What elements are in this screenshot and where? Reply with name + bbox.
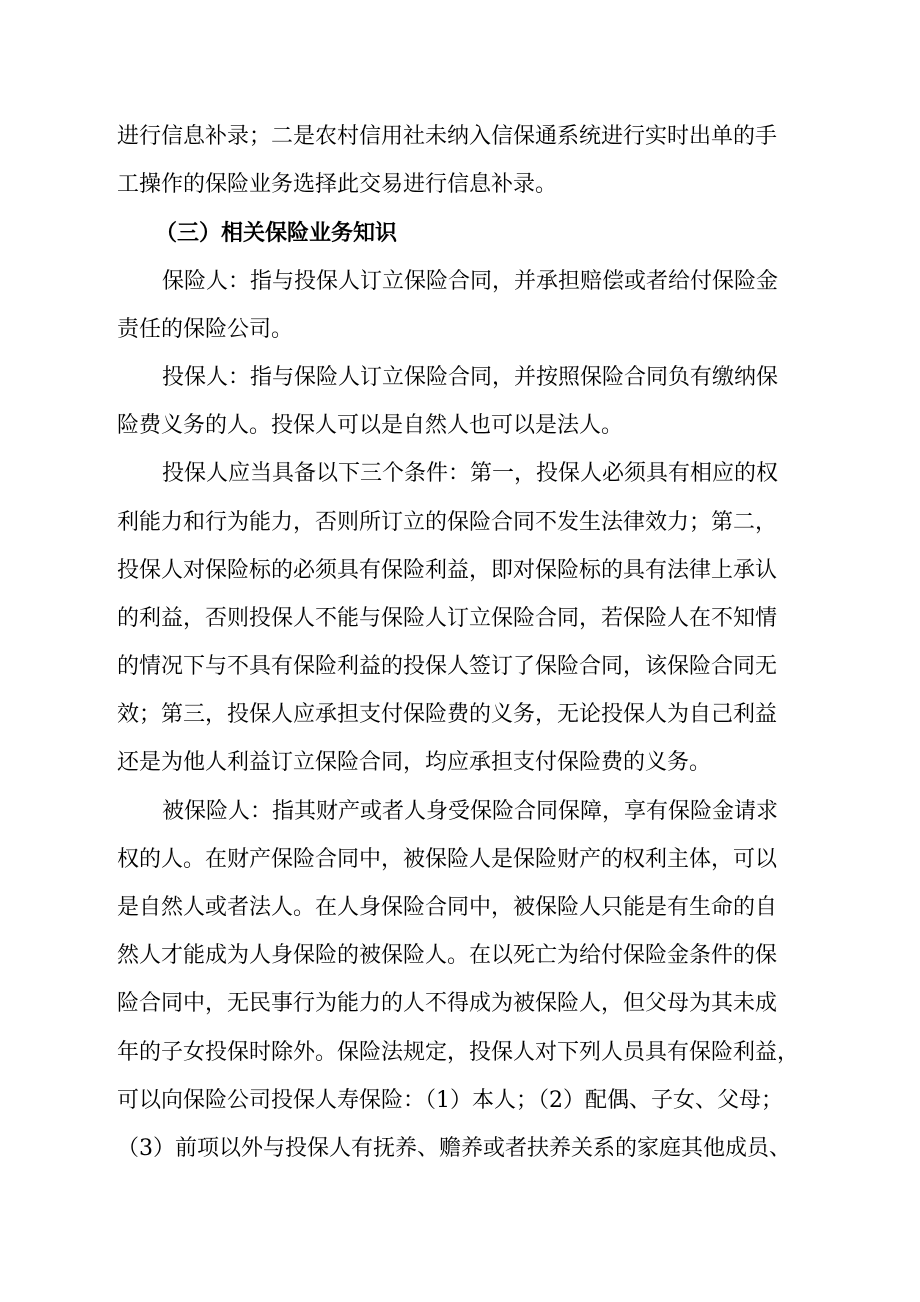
paragraph-text: 效；第三，投保人应承担支付保险费的义务，无论投保人为自己利益 bbox=[117, 702, 778, 728]
text-line-20 bbox=[0, 1029, 920, 1077]
paragraph-text: 投保人应当具备以下三个条件：第一，投保人必须具有相应的权 bbox=[162, 461, 779, 487]
paragraph-text: 权的人。在财产保险合同中，被保险人是保险财产的权利主体，可以 bbox=[117, 846, 778, 872]
paragraph-text: 年的子女投保时除外。保险法规定，投保人对下列人员具有保险利益， bbox=[117, 1039, 800, 1065]
paragraph-text: （3）前项以外与投保人有抚养、赡养或者扶养关系的家庭其他成员、 bbox=[117, 1135, 791, 1161]
text-line-4 bbox=[0, 258, 920, 306]
paragraph-text: 的情况下与不具有保险利益的投保人签订了保险合同，该保险合同无 bbox=[117, 654, 778, 680]
text-line-19 bbox=[0, 980, 920, 1028]
text-line-16 bbox=[0, 836, 920, 884]
text-line-2 bbox=[0, 161, 920, 209]
paragraph-text: 可以向保险公司投保人寿保险：（1）本人；（2）配偶、子女、父母； bbox=[117, 1087, 783, 1113]
text-line-12 bbox=[0, 643, 920, 691]
text-line-1 bbox=[0, 113, 920, 161]
paragraph-text: 的利益，否则投保人不能与保险人订立保险合同，若保险人在不知情 bbox=[117, 605, 778, 631]
paragraph-text: 工操作的保险业务选择此交易进行信息补录。 bbox=[117, 172, 558, 198]
text-line-21 bbox=[0, 1077, 920, 1125]
text-line-11 bbox=[0, 595, 920, 643]
section-heading-text: （三）相关保险业务知识 bbox=[155, 220, 398, 247]
paragraph-text: 是自然人或者法人。在人身保险合同中，被保险人只能是有生命的自 bbox=[117, 895, 778, 920]
text-line-9 bbox=[0, 499, 920, 547]
paragraph-text: 保险人：指与投保人订立保险合同，并承担赔偿或者给付保险金 bbox=[162, 268, 779, 294]
text-line-7 bbox=[0, 402, 920, 450]
text-line-10 bbox=[0, 547, 920, 595]
paragraph-text: 进行信息补录；二是农村信用社未纳入信保通系统进行实时出单的手 bbox=[117, 124, 778, 149]
paragraph-text: 还是为他人利益订立保险合同，均应承担支付保险费的义务。 bbox=[117, 750, 712, 776]
text-line-22 bbox=[0, 1125, 920, 1173]
text-line-14 bbox=[0, 739, 920, 787]
paragraph-text: 投保人：指与保险人订立保险合同，并按照保险合同负有缴纳保 bbox=[162, 364, 779, 390]
text-line-5 bbox=[0, 306, 920, 354]
paragraph-text: 然人才能成为人身保险的被保险人。在以死亡为给付保险金条件的保 bbox=[117, 943, 778, 969]
text-line-6 bbox=[0, 354, 920, 402]
paragraph-text: 险费义务的人。投保人可以是自然人也可以是法人。 bbox=[117, 413, 624, 439]
paragraph-text: 险合同中，无民事行为能力的人不得成为被保险人，但父母为其未成 bbox=[117, 991, 778, 1017]
paragraph-text: 投保人对保险标的必须具有保险利益，即对保险标的具有法律上承认 bbox=[117, 557, 778, 583]
section-heading bbox=[0, 209, 920, 257]
paragraph-text: 利能力和行为能力，否则所订立的保险合同不发生法律效力；第二， bbox=[117, 509, 778, 535]
text-line-13 bbox=[0, 691, 920, 739]
text-line-15 bbox=[0, 788, 920, 836]
paragraph-text: 责任的保险公司。 bbox=[117, 316, 294, 342]
paragraph-text: 被保险人：指其财产或者人身受保险合同保障，享有保险金请求 bbox=[162, 798, 779, 824]
text-line-8 bbox=[0, 450, 920, 498]
text-line-17 bbox=[0, 884, 920, 932]
text-line-18 bbox=[0, 932, 920, 980]
